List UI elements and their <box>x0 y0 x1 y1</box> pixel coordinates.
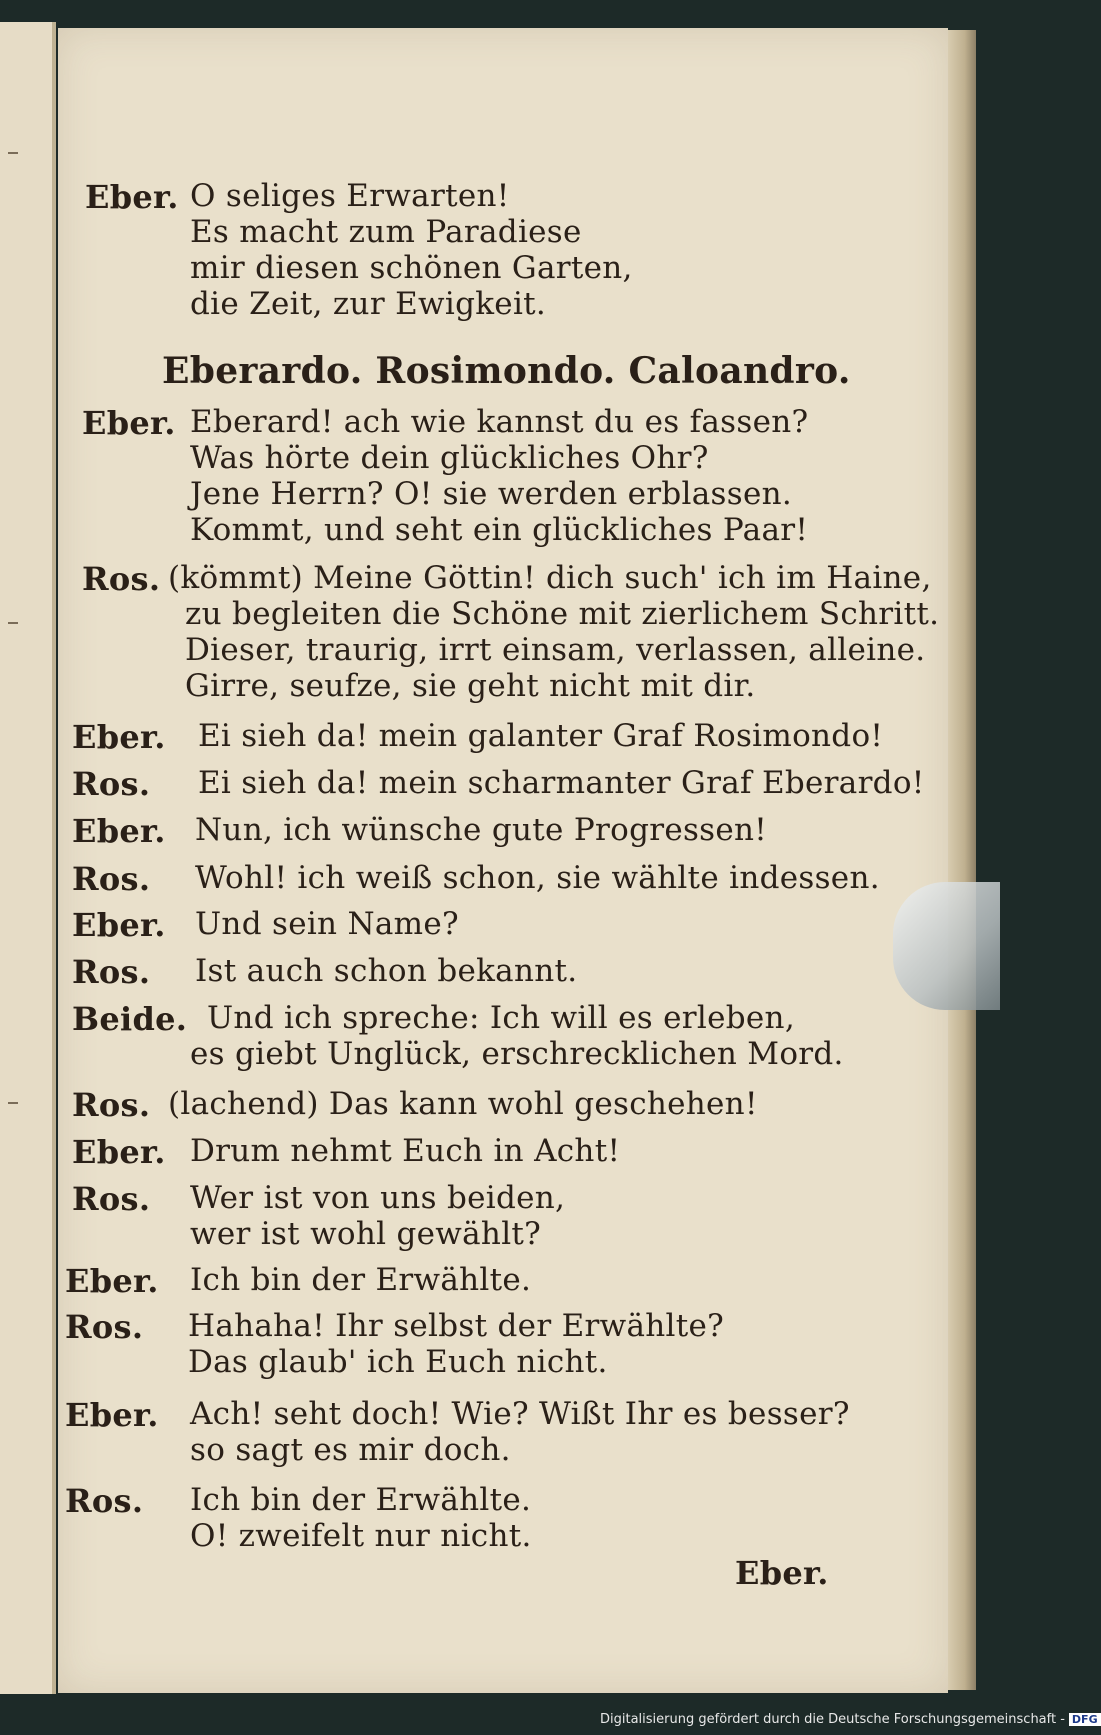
speaker-label: Eber. <box>85 178 179 216</box>
verse-line: Ei sieh da! mein galanter Graf Rosimondo! <box>198 718 884 754</box>
speaker-label: Ros. <box>65 1482 144 1520</box>
verse-line: mir diesen schönen Garten, <box>190 250 633 286</box>
verse-line: wer ist wohl gewählt? <box>190 1216 542 1252</box>
speaker-label: Ros. <box>72 765 151 803</box>
speaker-label: Ros. <box>72 1180 151 1218</box>
verse-line: Eberard! ach wie kannst du es fassen? <box>190 404 809 440</box>
speaker-label: Ros. <box>65 1308 144 1346</box>
speaker-label: Eber. <box>72 906 166 944</box>
speaker-label: Eber. <box>72 718 166 756</box>
verse-line: Wer ist von uns beiden, <box>190 1180 566 1216</box>
digitization-credit <box>600 1712 1101 1727</box>
speaker-label: Eber. <box>82 404 176 442</box>
speaker-label: Eber. <box>72 812 166 850</box>
verse-line: Ich bin der Erwählte. <box>190 1482 532 1518</box>
verse-line: Girre, seufze, sie geht nicht mit dir. <box>185 668 756 704</box>
credit-text: Digitalisierung gefördert durch die Deutsche Forschungsgemeinschaft - <box>600 1712 1065 1727</box>
verse-line: Kommt, und seht ein glückliches Paar! <box>190 512 809 548</box>
scene-heading: Eberardo. Rosimondo. Caloandro. <box>162 350 851 392</box>
speaker-label: Eber. <box>65 1262 159 1300</box>
verse-line: (lachend) Das kann wohl geschehen! <box>168 1086 758 1122</box>
verse-line: Was hörte dein glückliches Ohr? <box>190 440 709 476</box>
speaker-label: Ros. <box>82 560 161 598</box>
verse-line: O seliges Erwarten! <box>190 178 510 214</box>
verse-line: Das glaub' ich Euch nicht. <box>188 1344 608 1380</box>
verse-line: Nun, ich wünsche gute Progressen! <box>195 812 768 848</box>
speaker-label: Eber. <box>65 1396 159 1434</box>
verse-line: Und sein Name? <box>195 906 459 942</box>
verse-line: Drum nehmt Euch in Acht! <box>190 1133 621 1169</box>
dfg-logo: DFG <box>1069 1713 1101 1726</box>
verse-line: so sagt es mir doch. <box>190 1432 511 1468</box>
verse-line: Ich bin der Erwählte. <box>190 1262 532 1298</box>
verse-line: Wohl! ich weiß schon, sie wählte indessen. <box>195 860 880 896</box>
speaker-label: Eber. <box>72 1133 166 1171</box>
speaker-label: Beide. <box>72 1000 188 1038</box>
speaker-label: Ros. <box>72 860 151 898</box>
speaker-label: Ros. <box>72 953 151 991</box>
verse-line: Ei sieh da! mein scharmanter Graf Eberardo! <box>198 765 925 801</box>
verse-line: Ach! seht doch! Wie? Wißt Ihr es besser? <box>190 1396 850 1432</box>
verse-line: zu begleiten die Schöne mit zierlichem Schritt. <box>185 596 940 632</box>
verse-line: (kömmt) Meine Göttin! dich such' ich im Haine, <box>168 560 932 596</box>
verse-line: die Zeit, zur Ewigkeit. <box>190 286 547 322</box>
speaker-label: Ros. <box>72 1086 151 1124</box>
verse-line: O! zweifelt nur nicht. <box>190 1518 532 1554</box>
verse-line: Ist auch schon bekannt. <box>195 953 578 989</box>
verse-line: Hahaha! Ihr selbst der Erwählte? <box>188 1308 725 1344</box>
verse-line: Und ich spreche: Ich will es erleben, <box>207 1000 795 1036</box>
verse-line: Dieser, traurig, irrt einsam, verlassen, alleine. <box>185 632 926 668</box>
verse-line: es giebt Unglück, erschrecklichen Mord. <box>190 1036 844 1072</box>
verse-line: Jene Herrn? O! sie werden erblassen. <box>190 476 793 512</box>
catchword: Eber. <box>735 1554 829 1592</box>
verse-line: Es macht zum Paradiese <box>190 214 582 250</box>
